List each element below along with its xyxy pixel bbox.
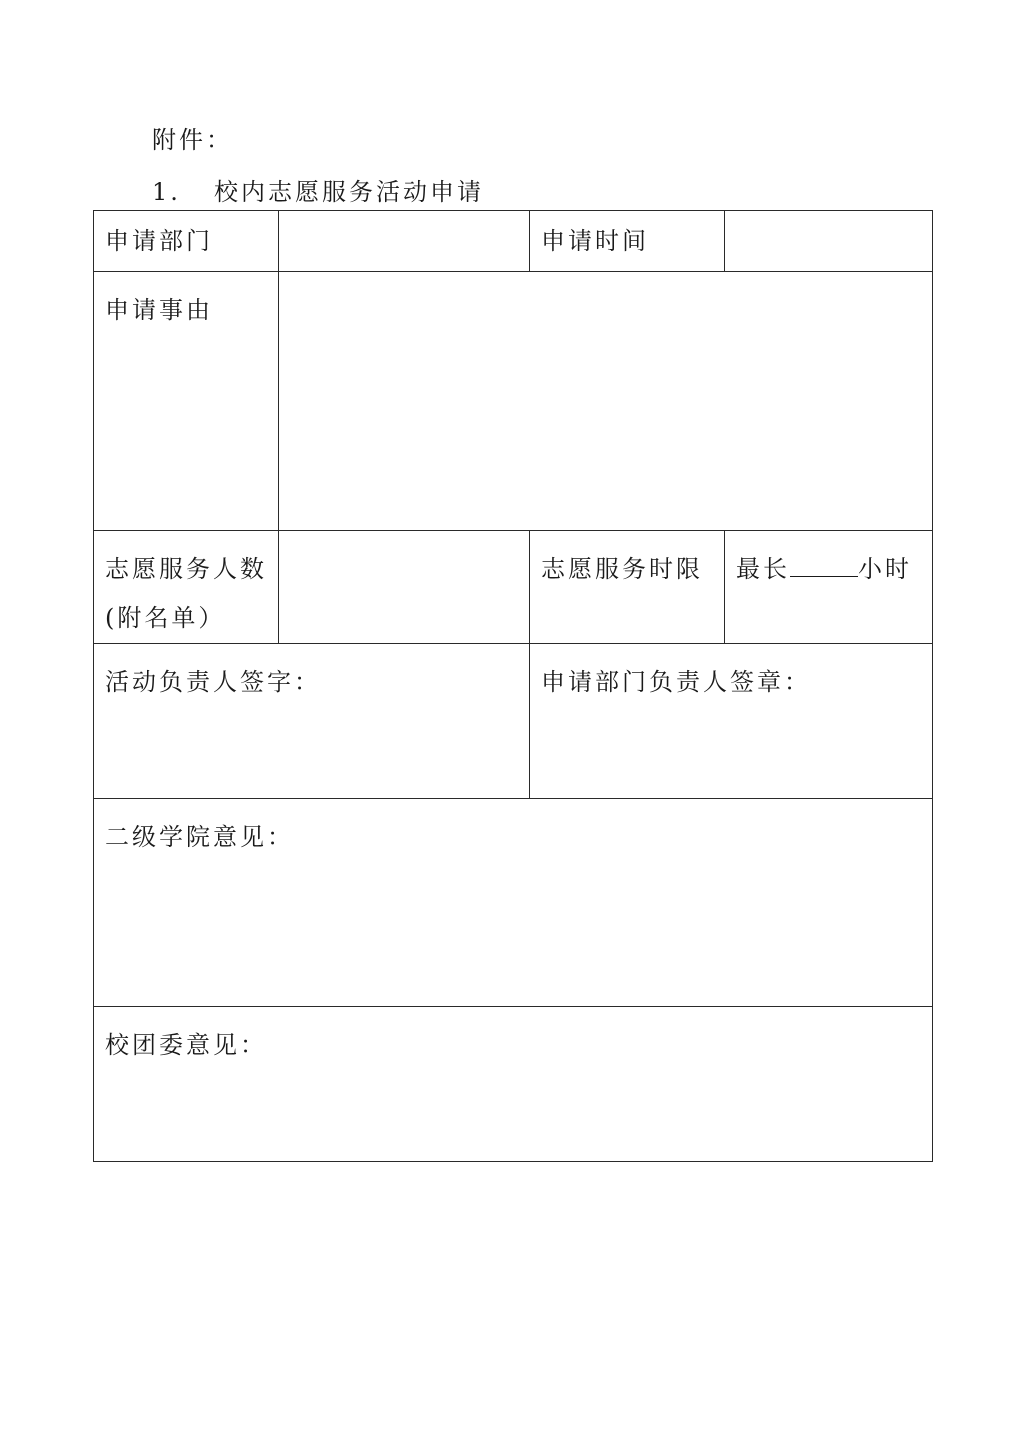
volunteer-count-sublabel: (附名单）: [105, 604, 226, 632]
form-row-volunteers: [94, 531, 933, 644]
form-title: [152, 172, 484, 207]
college-opinion-cell[interactable]: [94, 799, 933, 1007]
form-title-text: 校内志愿服务活动申请: [214, 178, 484, 206]
attachment-label: 附件：: [152, 126, 233, 154]
duration-prefix: 最长: [736, 555, 790, 583]
department-leader-seal-cell[interactable]: [530, 644, 933, 799]
form-row-youth-league-opinion: [94, 1007, 933, 1162]
reason-field[interactable]: [279, 272, 933, 531]
activity-leader-signature-label: 活动负责人签字：: [105, 668, 321, 696]
time-label: 申请时间: [530, 211, 725, 272]
activity-leader-signature-cell[interactable]: [94, 644, 530, 799]
duration-suffix: 小时: [858, 555, 912, 583]
youth-league-opinion-label: 校团委意见：: [105, 1031, 267, 1059]
duration-label: 志愿服务时限: [530, 531, 725, 644]
form-row-department: [94, 211, 933, 272]
college-opinion-label: 二级学院意见：: [105, 823, 294, 851]
youth-league-opinion-cell[interactable]: [94, 1007, 933, 1162]
volunteer-count-label-cell: [94, 531, 279, 644]
duration-field[interactable]: [725, 531, 933, 644]
department-label: 申请部门: [94, 211, 279, 272]
department-field[interactable]: [279, 211, 530, 272]
department-leader-seal-label: 申请部门负责人签章：: [541, 668, 811, 696]
reason-label: 申请事由: [94, 272, 279, 531]
volunteer-count-field[interactable]: [279, 531, 530, 644]
form-row-signatures: [94, 644, 933, 799]
duration-blank-line[interactable]: [790, 546, 858, 577]
volunteer-count-label: 志愿服务人数: [105, 555, 267, 583]
application-form-table: [93, 210, 933, 1162]
form-row-college-opinion: [94, 799, 933, 1007]
time-field[interactable]: [725, 211, 933, 272]
form-title-number: 1.: [152, 178, 181, 206]
form-row-reason: [94, 272, 933, 531]
